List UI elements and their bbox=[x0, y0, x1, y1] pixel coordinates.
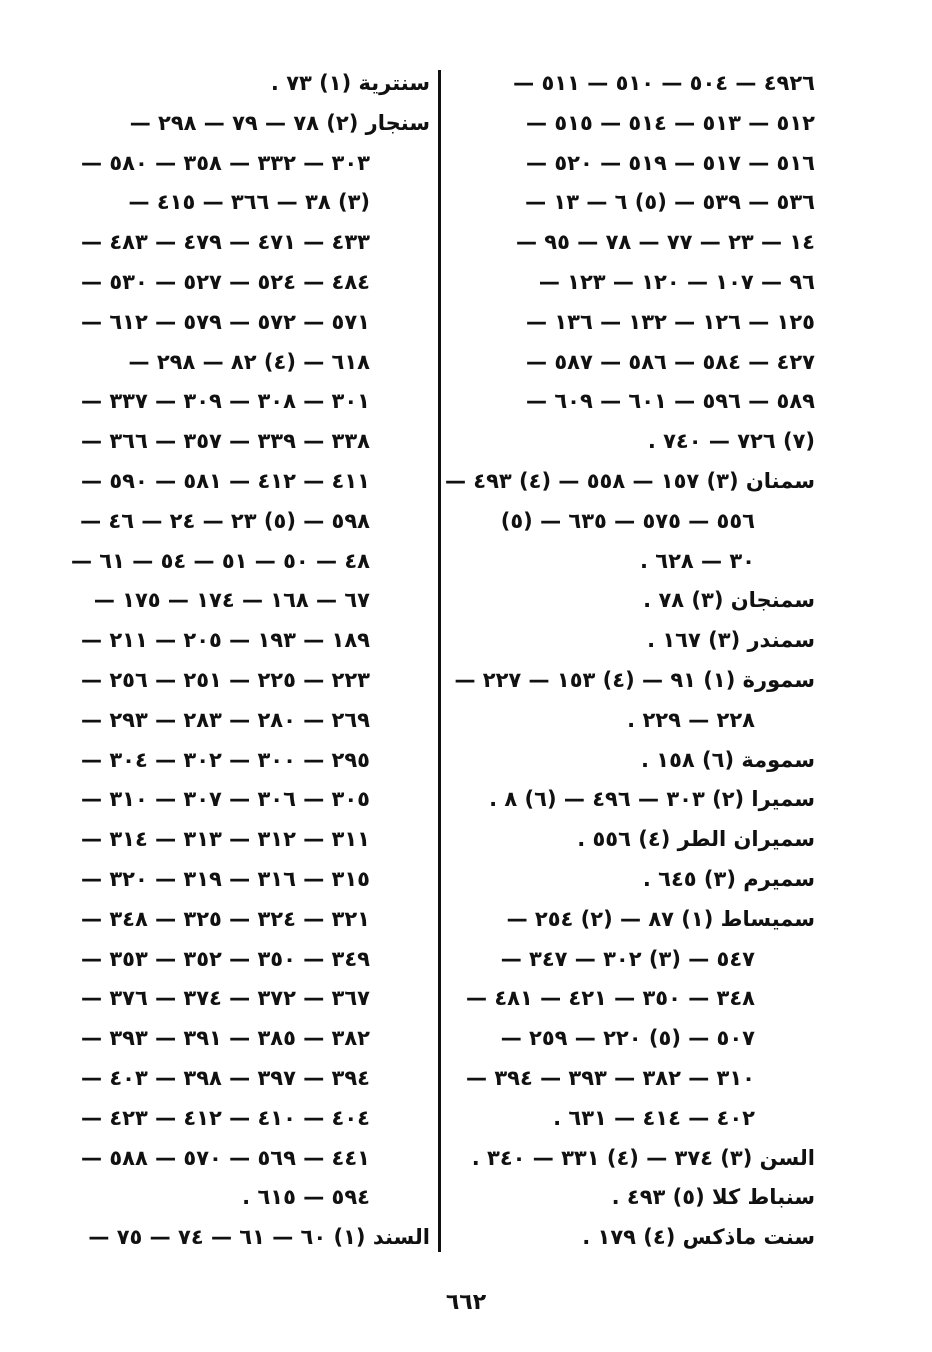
index-line: ١٤ — ٢٣ — ٧٧ — ٧٨ — ٩٥ — bbox=[515, 230, 815, 255]
index-line: ٤٩٢٦ — ٥٠٤ — ٥١٠ — ٥١١ — bbox=[513, 71, 815, 95]
index-line: ٦٧ — ١٦٨ — ١٧٤ — ١٧٥ — bbox=[93, 588, 370, 613]
index-line: ٣١٥ — ٣١٦ — ٣١٩ — ٣٢٠ — bbox=[81, 866, 370, 891]
index-line: سنجار (٢) ٧٨ — ٧٩ — ٢٩٨ — bbox=[129, 110, 430, 135]
index-line: ٥٤٧ — (٣) ٣٠٢ — ٣٤٧ — bbox=[500, 946, 755, 971]
index-line: ٣٠٥ — ٣٠٦ — ٣٠٧ — ٣١٠ — bbox=[81, 787, 370, 812]
index-line: سمنان (٣) ١٥٧ — ٥٥٨ — (٤) ٤٩٣ — bbox=[444, 468, 815, 493]
index-line: ٢٦٩ — ٢٨٠ — ٢٨٣ — ٢٩٣ — bbox=[81, 707, 370, 732]
index-line: ٤٤١ — ٥٦٩ — ٥٧٠ — ٥٨٨ — bbox=[81, 1145, 370, 1170]
index-line: ٣٨٢ — ٣٨٥ — ٣٩١ — ٣٩٣ — bbox=[81, 1026, 370, 1051]
index-line: سميران الطر (٤) ٥٥٦ . bbox=[577, 827, 815, 852]
index-line: ١٢٥ — ١٢٦ — ١٣٢ — ١٣٦ — bbox=[526, 309, 815, 334]
index-line: ٥٨٩ — ٥٩٦ — ٦٠١ — ٦٠٩ — bbox=[526, 389, 815, 414]
index-line: سمندر (٣) ١٦٧ . bbox=[647, 628, 815, 653]
index-line: ٥٩٤ — ٦١٥ . bbox=[242, 1185, 370, 1210]
index-line: سميرم (٣) ٦٤٥ . bbox=[642, 866, 815, 891]
index-line: السن (٣) ٣٧٤ — (٤) ٣٣١ — ٣٤٠ . bbox=[471, 1145, 815, 1170]
index-line: ٢٢٨ — ٢٢٩ . bbox=[627, 707, 755, 732]
index-line: سنت ماذكس (٤) ١٧٩ . bbox=[582, 1225, 815, 1250]
index-line: ٣٦٧ — ٣٧٢ — ٣٧٤ — ٣٧٦ — bbox=[81, 986, 370, 1011]
index-line: سميرا (٢) ٣٠٣ — ٤٩٦ — (٦) ٨ . bbox=[489, 787, 815, 812]
index-line: ٥٥٦ — ٥٧٥ — ٦٣٥ — (٥) bbox=[500, 508, 755, 533]
index-line: ٩٦ — ١٠٧ — ١٢٠ — ١٢٣ — bbox=[538, 269, 815, 294]
index-line: ٥٣٦ — ٥٣٩ — (٥) ٦ — ١٣ — bbox=[525, 190, 815, 215]
index-line: ٣٠١ — ٣٠٨ — ٣٠٩ — ٣٣٧ — bbox=[81, 389, 370, 414]
index-line: ٥١٢ — ٥١٣ — ٥١٤ — ٥١٥ — bbox=[526, 110, 815, 135]
index-line: ١٨٩ — ١٩٣ — ٢٠٥ — ٢١١ — bbox=[81, 628, 370, 653]
index-column-left bbox=[70, 64, 430, 1258]
index-line: ٥١٦ — ٥١٧ — ٥١٩ — ٥٢٠ — bbox=[526, 150, 815, 175]
index-column-right bbox=[444, 64, 815, 1258]
index-line: ٣٠٣ — ٣٣٢ — ٣٥٨ — ٥٨٠ — bbox=[81, 150, 370, 175]
index-line: ٣٣٨ — ٣٣٩ — ٣٥٧ — ٣٦٦ — bbox=[81, 429, 370, 454]
index-line: ٤٢٧ — ٥٨٤ — ٥٨٦ — ٥٨٧ — bbox=[526, 349, 815, 374]
index-line: ٤٠٢ — ٤١٤ — ٦٣١ . bbox=[553, 1105, 755, 1130]
index-line: سمومة (٦) ١٥٨ . bbox=[640, 747, 815, 772]
index-line: ٥٩٨ — (٥) ٢٣ — ٢٤ — ٤٦ — bbox=[80, 508, 370, 533]
index-line: ٣٩٤ — ٣٩٧ — ٣٩٨ — ٤٠٣ — bbox=[81, 1065, 370, 1090]
index-line: ٢٢٣ — ٢٢٥ — ٢٥١ — ٢٥٦ — bbox=[81, 667, 370, 692]
index-line: ٣٤٩ — ٣٥٠ — ٣٥٢ — ٣٥٣ — bbox=[81, 946, 370, 971]
index-line: (٣) ٣٨ — ٣٦٦ — ٤١٥ — bbox=[128, 190, 370, 215]
index-line: ٤٨ — ٥٠ — ٥١ — ٥٤ — ٦١ — bbox=[70, 548, 370, 573]
index-line: ٤٠٤ — ٤١٠ — ٤١٢ — ٤٢٣ — bbox=[81, 1105, 370, 1130]
index-line: السند (١) ٦٠ — ٦١ — ٧٤ — ٧٥ — bbox=[88, 1225, 430, 1250]
index-line: ٣٠ — ٦٢٨ . bbox=[639, 548, 755, 573]
index-line: ٤١١ — ٤١٢ — ٥٨١ — ٥٩٠ — bbox=[81, 468, 370, 493]
index-line: سميساط (١) ٨٧ — (٢) ٢٥٤ — bbox=[506, 906, 815, 931]
index-line: سمورة (١) ٩١ — (٤) ١٥٣ — ٢٢٧ — bbox=[454, 667, 815, 692]
index-line: ٣٤٨ — ٣٥٠ — ٤٢١ — ٤٨١ — bbox=[466, 986, 755, 1011]
index-line: سمنجان (٣) ٧٨ . bbox=[643, 588, 815, 613]
page-number: ٦٦٢ bbox=[445, 1290, 487, 1315]
index-line: ٤٨٤ — ٥٢٤ — ٥٢٧ — ٥٣٠ — bbox=[81, 269, 370, 294]
index-line: سنباط كلا (٥) ٤٩٣ . bbox=[611, 1185, 815, 1210]
index-line: ٤٣٣ — ٤٧١ — ٤٧٩ — ٤٨٣ — bbox=[81, 230, 370, 255]
index-line: ٢٩٥ — ٣٠٠ — ٣٠٢ — ٣٠٤ — bbox=[81, 747, 370, 772]
index-line: ٣٢١ — ٣٢٤ — ٣٢٥ — ٣٤٨ — bbox=[81, 906, 370, 931]
index-line: ٥٠٧ — (٥) ٢٢٠ — ٢٥٩ — bbox=[500, 1026, 755, 1051]
index-line: (٧) ٧٢٦ — ٧٤٠ . bbox=[647, 429, 815, 454]
index-line: ٣١٠ — ٣٨٢ — ٣٩٣ — ٣٩٤ — bbox=[466, 1065, 755, 1090]
index-line: ٦١٨ — (٤) ٨٢ — ٢٩٨ — bbox=[128, 349, 370, 374]
index-line: ٣١١ — ٣١٢ — ٣١٣ — ٣١٤ — bbox=[81, 827, 370, 852]
index-line: سنترية (١) ٧٣ . bbox=[270, 71, 430, 95]
index-line: ٥٧١ — ٥٧٢ — ٥٧٩ — ٦١٢ — bbox=[81, 309, 370, 334]
column-divider bbox=[438, 70, 441, 1252]
